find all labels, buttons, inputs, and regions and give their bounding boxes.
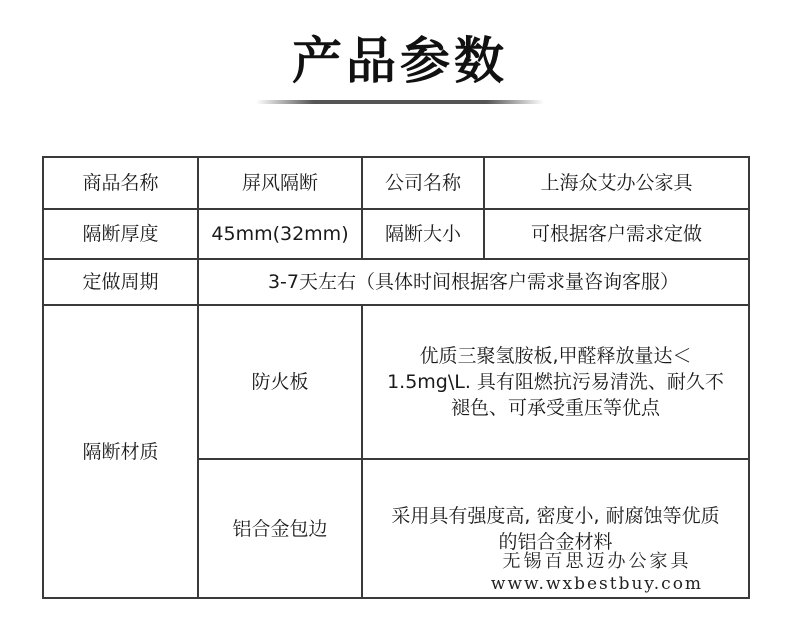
product-name-label: 商品名称 <box>43 157 198 209</box>
page-title: 产品参数 <box>292 32 508 90</box>
title-underline <box>256 100 544 104</box>
watermark-url: www.wxbestbuy.com <box>490 574 704 594</box>
material-2-desc: 采用具有强度高, 密度小, 耐腐蚀等优质的铝合金材料 <box>362 459 749 598</box>
material-1-name: 防火板 <box>198 305 362 459</box>
spec-table <box>42 156 750 599</box>
thickness-value: 45mm(32mm) <box>198 209 362 259</box>
table-row <box>43 305 749 459</box>
material-label: 隔断材质 <box>43 305 198 598</box>
thickness-label: 隔断厚度 <box>43 209 198 259</box>
table-row <box>43 157 749 209</box>
size-label: 隔断大小 <box>362 209 484 259</box>
period-value: 3-7天左右（具体时间根据客户需求量咨询客服） <box>198 259 749 305</box>
watermark <box>472 551 722 595</box>
size-value: 可根据客户需求定做 <box>484 209 749 259</box>
table-row <box>43 209 749 259</box>
watermark-company-name: 无锡百思迈办公家具 <box>502 551 692 572</box>
company-name-value: 上海众艾办公家具 <box>484 157 749 209</box>
material-2-name: 铝合金包边 <box>198 459 362 598</box>
product-name-value: 屏风隔断 <box>198 157 362 209</box>
company-name-label: 公司名称 <box>362 157 484 209</box>
table-row <box>43 259 749 305</box>
period-label: 定做周期 <box>43 259 198 305</box>
material-1-desc: 优质三聚氢胺板,甲醛释放量达＜1.5mg\L. 具有阻燃抗污易清洗、耐久不褪色、可承受重压等优点 <box>362 305 749 459</box>
